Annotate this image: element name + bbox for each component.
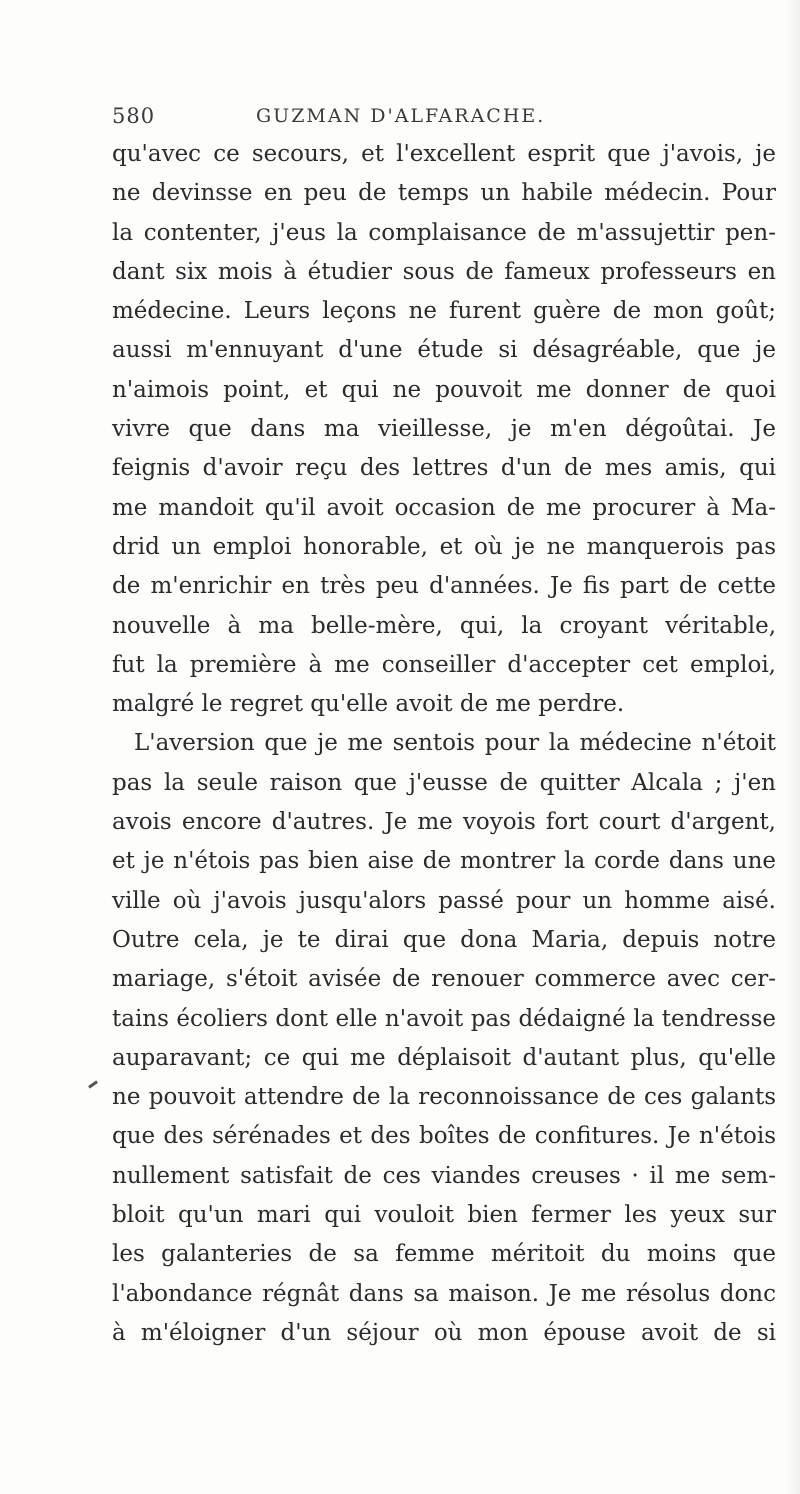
text-line: médecine. Leurs leçons ne furent guère de mon goût; bbox=[112, 298, 776, 325]
text-line: mariage, s'étoit avisée de renouer commerce avec cer- bbox=[112, 966, 776, 993]
text-line: auparavant; ce qui me déplaisoit d'autant plus, qu'elle bbox=[112, 1044, 776, 1071]
text-line: l'abondance régnât dans sa maison. Je me résolus donc bbox=[112, 1280, 776, 1307]
text-line: les galanteries de sa femme méritoit du moins que bbox=[112, 1241, 776, 1268]
text-line: vivre que dans ma vieillesse, je m'en dégoûtai. Je bbox=[112, 416, 776, 443]
running-title: GUZMAN D'ALFARACHE. bbox=[256, 105, 546, 127]
margin-mark bbox=[88, 1080, 98, 1088]
text-line: qu'avec ce secours, et l'excellent esprit que j'avois, je bbox=[112, 141, 776, 167]
text-line: drid un emploi honorable, et où je ne manquerois pas bbox=[112, 533, 776, 560]
text-line: bloit qu'un mari qui vouloit bien fermer les yeux sur bbox=[112, 1202, 776, 1229]
text-line: aussi m'ennuyant d'une étude si désagréable, que je bbox=[112, 337, 776, 364]
text-line: me mandoit qu'il avoit occasion de me procurer à Ma- bbox=[112, 494, 776, 521]
text-line: de m'enrichir en très peu d'années. Je fis part de cette bbox=[112, 573, 776, 600]
text-line: L'aversion que je me sentois pour la médecine n'étoit bbox=[134, 730, 776, 757]
text-line: fut la première à me conseiller d'accepter cet emploi, bbox=[112, 651, 776, 678]
text-line: que des sérénades et des boîtes de confitures. Je n'étois bbox=[112, 1123, 776, 1150]
text-line: nullement satisfait de ces viandes creuses · il me sem- bbox=[112, 1162, 776, 1189]
text-line: feignis d'avoir reçu des lettres d'un de mes amis, qui bbox=[112, 455, 776, 482]
text-line: avois encore d'autres. Je me voyois fort court d'argent, bbox=[112, 809, 776, 836]
text-line: n'aimois point, et qui ne pouvoit me donner de quoi bbox=[112, 376, 776, 403]
text-line: à m'éloigner d'un séjour où mon épouse avoit de si bbox=[112, 1319, 776, 1346]
running-head bbox=[112, 99, 772, 133]
text-line: dant six mois à étudier sous de fameux professeurs en bbox=[112, 258, 776, 285]
page-edge bbox=[786, 0, 800, 1494]
text-line: malgré le regret qu'elle avoit de me perdre. bbox=[112, 691, 625, 718]
body-text bbox=[112, 135, 776, 1353]
page-number: 580 bbox=[112, 104, 156, 128]
text-line: la contenter, j'eus la complaisance de m'assujettir pen- bbox=[112, 219, 776, 246]
text-line: Outre cela, je te dirai que dona Maria, depuis notre bbox=[112, 926, 776, 953]
text-line: ville où j'avois jusqu'alors passé pour un homme aisé. bbox=[112, 887, 776, 914]
text-line: tains écoliers dont elle n'avoit pas dédaigné la tendresse bbox=[112, 1005, 776, 1032]
text-line: et je n'étois pas bien aise de montrer la corde dans une bbox=[112, 848, 776, 875]
text-line: nouvelle à ma belle-mère, qui, la croyant véritable, bbox=[112, 612, 776, 639]
text-line: pas la seule raison que j'eusse de quitter Alcala ; j'en bbox=[112, 769, 776, 796]
text-line: ne pouvoit attendre de la reconnoissance de ces galants bbox=[112, 1084, 776, 1111]
text-line: ne devinsse en peu de temps un habile médecin. Pour bbox=[112, 180, 776, 207]
